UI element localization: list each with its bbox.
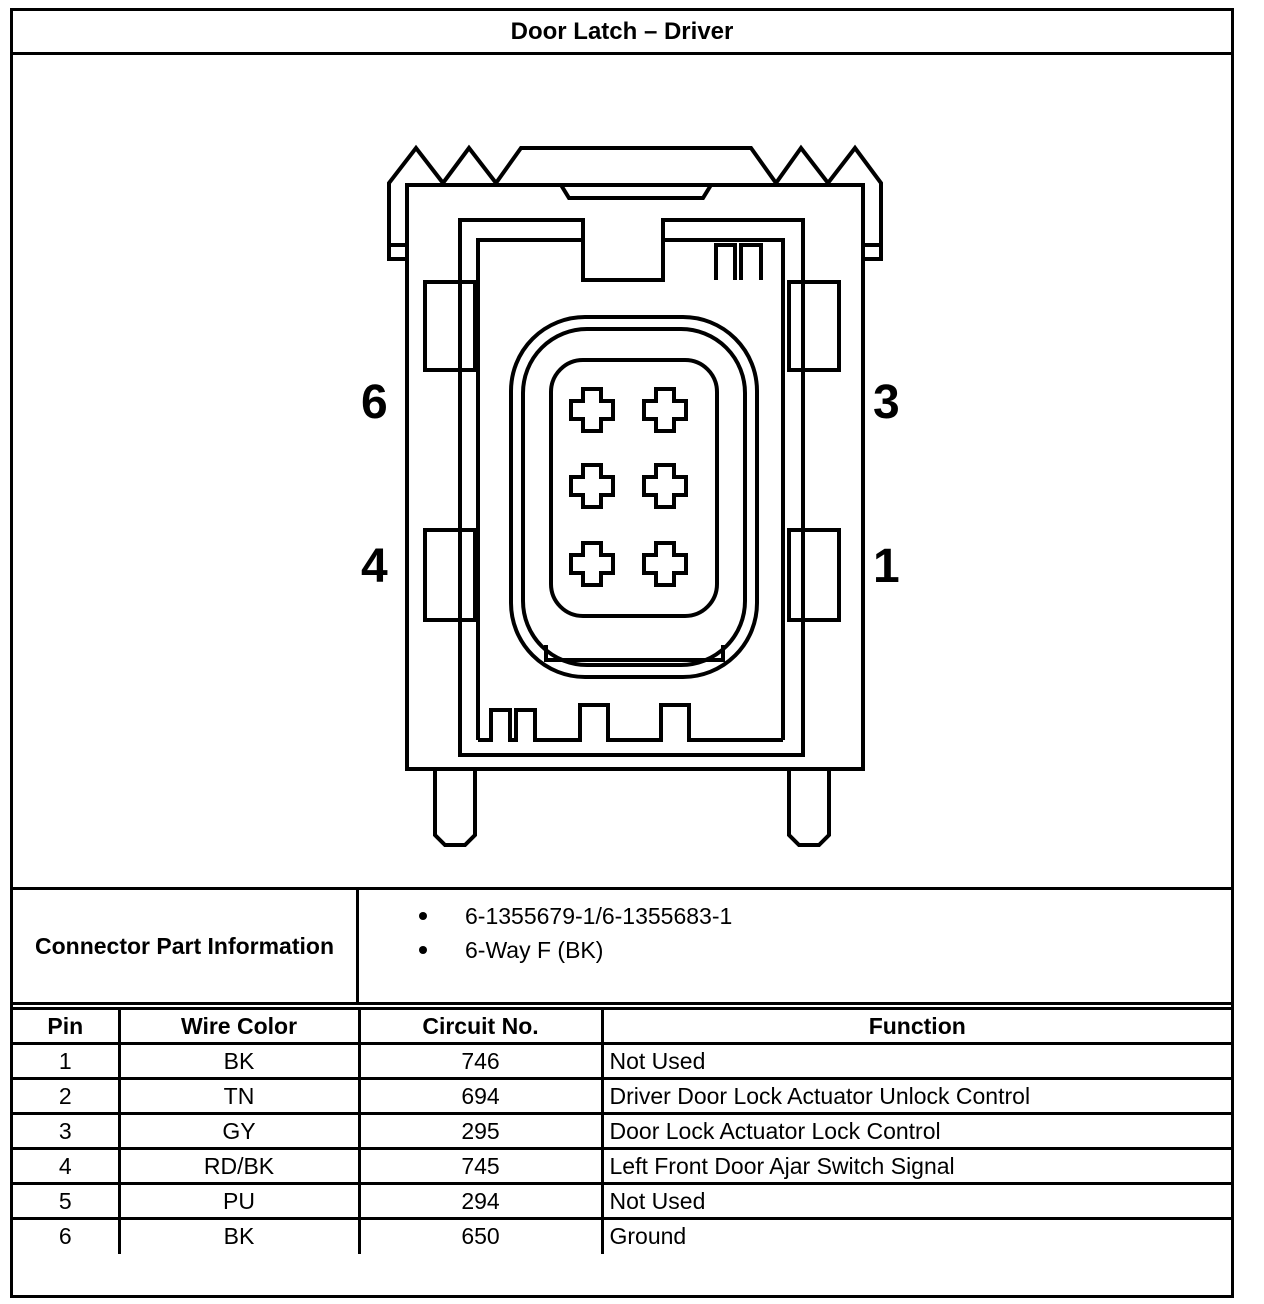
connector-face-drawing [13, 55, 1231, 889]
col-header-pin: Pin [13, 1009, 119, 1044]
table-row [13, 1149, 1231, 1184]
pin-label-1: 1 [873, 540, 900, 593]
bullet-icon [419, 912, 427, 920]
circuit-cell: 745 [359, 1149, 602, 1184]
housing-outer [407, 185, 863, 769]
cavity-3 [644, 389, 686, 431]
wire-color-cell: PU [119, 1184, 359, 1219]
cavity-5 [571, 465, 613, 507]
wire-color-cell: BK [119, 1044, 359, 1079]
connector-diagram [13, 55, 1231, 889]
col-header-function: Function [602, 1009, 1231, 1044]
part-info-list [359, 902, 732, 970]
part-info-item: 6-1355679-1/6-1355683-1 [359, 902, 732, 936]
pin-label-4: 4 [361, 540, 388, 593]
wire-color-cell: TN [119, 1079, 359, 1114]
pin-table [13, 1007, 1231, 1254]
seal-outer [511, 317, 757, 677]
function-cell: Left Front Door Ajar Switch Signal [602, 1149, 1231, 1184]
table-row [13, 1219, 1231, 1254]
cavity-6 [571, 389, 613, 431]
table-row [13, 1079, 1231, 1114]
col-header-wire-color: Wire Color [119, 1009, 359, 1044]
circuit-cell: 746 [359, 1044, 602, 1079]
table-row [13, 1184, 1231, 1219]
wire-color-cell: GY [119, 1114, 359, 1149]
col-header-circuit: Circuit No. [359, 1009, 602, 1044]
pin-cell: 6 [13, 1219, 119, 1254]
cavity-2 [644, 465, 686, 507]
cavity-4 [571, 543, 613, 585]
right-peg [789, 769, 829, 845]
function-cell: Driver Door Lock Actuator Unlock Control [602, 1079, 1231, 1114]
bullet-icon [419, 946, 427, 954]
function-cell: Not Used [602, 1184, 1231, 1219]
table-row [13, 1114, 1231, 1149]
pin-label-3: 3 [873, 376, 900, 429]
function-cell: Not Used [602, 1044, 1231, 1079]
left-peg [435, 769, 475, 845]
function-cell: Ground [602, 1219, 1231, 1254]
pin-cell: 5 [13, 1184, 119, 1219]
pin-cell: 3 [13, 1114, 119, 1149]
part-info-item: 6-Way F (BK) [359, 936, 732, 970]
table-header-row [13, 1009, 1231, 1044]
part-info-label: Connector Part Information [13, 890, 359, 1002]
cavity-insert [551, 360, 717, 616]
pin-cell: 2 [13, 1079, 119, 1114]
page-title: Door Latch – Driver [13, 11, 1231, 55]
wire-color-cell: BK [119, 1219, 359, 1254]
cavity-1 [644, 543, 686, 585]
connector-part-info [13, 887, 1231, 1005]
pin-cell: 4 [13, 1149, 119, 1184]
circuit-cell: 294 [359, 1184, 602, 1219]
pin-label-6: 6 [361, 376, 388, 429]
circuit-cell: 650 [359, 1219, 602, 1254]
right-lock-tab [789, 282, 839, 370]
table-row [13, 1044, 1231, 1079]
circuit-cell: 694 [359, 1079, 602, 1114]
circuit-cell: 295 [359, 1114, 602, 1149]
connector-sheet [10, 8, 1234, 1298]
function-cell: Door Lock Actuator Lock Control [602, 1114, 1231, 1149]
wire-color-cell: RD/BK [119, 1149, 359, 1184]
pin-cell: 1 [13, 1044, 119, 1079]
left-lock-tab [425, 282, 475, 370]
terminal-cavities [571, 389, 686, 585]
